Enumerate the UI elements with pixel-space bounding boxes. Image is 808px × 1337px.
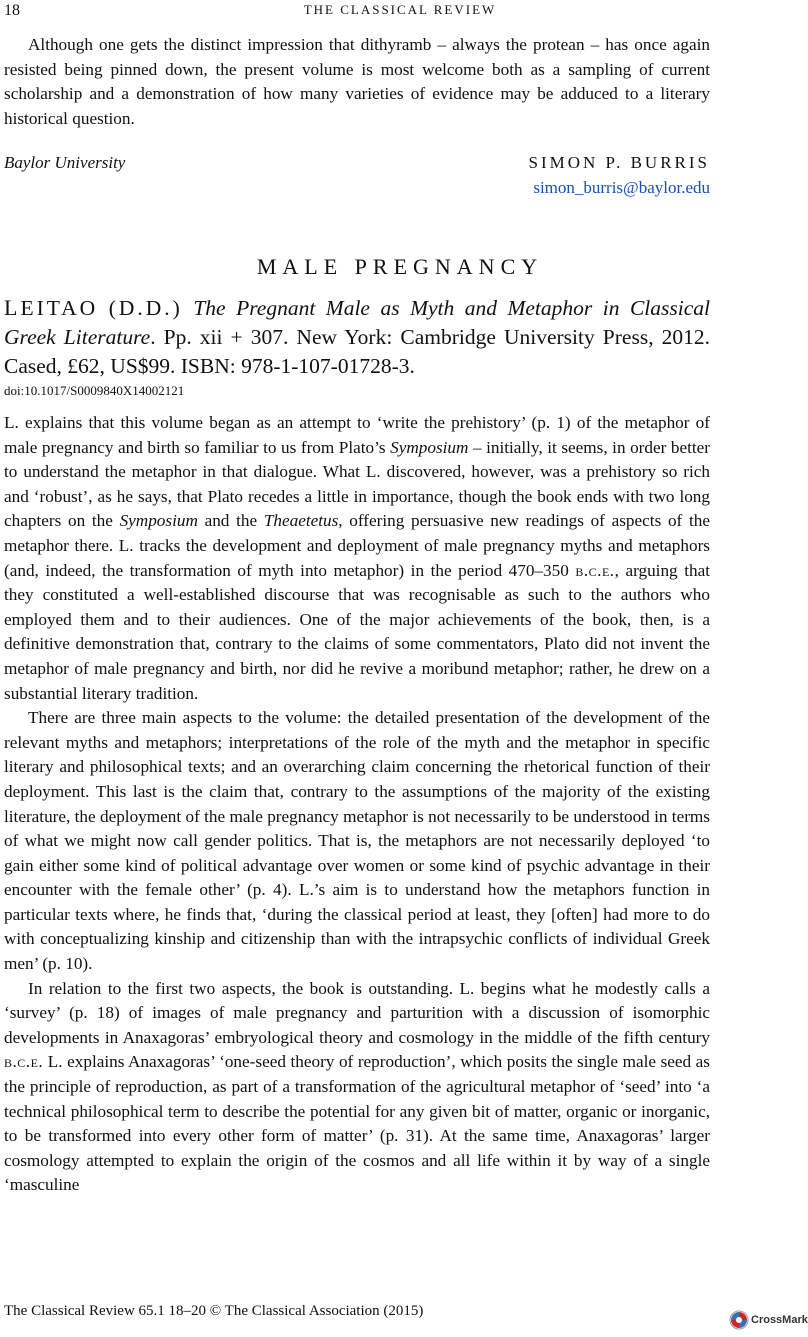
paragraph-2: There are three main aspects to the volume: the detailed presentation of the development of the relevant myths and metaphors; interpretations of the role of the myth and the metaphor in specific literary and philosophical texts; and an overarching claim concerning the rhetorical function of their deployment. This last is the claim that, contrary to the assumptions of the majority of the existing literature, the deployment of the male pregnancy metaphor is not necessarily to be understood in terms of what we might now call gender politics. That is, the metaphors are not necessarily deployed ‘to gain either some kind of political advantage over women or some kind of psychic advantage in their encounter with the female other’ (p. 4). L.’s aim is to understand how the metaphors function in particular texts where, he finds that, ‘during the classical period at least, they [often] had more to do with conceptualizing kinship and citizenship than with the intrapsychic conflicts of individual Greek men’ (p. 10). xyxy=(4,708,710,974)
doi[interactable]: doi:10.1017/S0009840X14002121 xyxy=(4,383,185,398)
paragraph-1: L. explains that this volume began as an attempt to ‘write the prehistory’ (p. 1) of the metaphor of male pregnancy and birth so familiar to us from Plato’s Symposium – initially, it seems, in order better to understand the metaphor in that dialogue. What L. discovered, however, was a prehistory so rich and ‘robust’, as he says, that Plato recedes a little in importance, though the book ends with two long chapters on the Symposium and the Theaetetus, offering persuasive new readings of aspects of the metaphor there. L. tracks the development and deployment of male pregnancy myths and metaphors (and, indeed, the transformation of myth into metaphor) in the period 470–350 b.c.e., arguing that they constituted a well-established discourse that was recognisable as such to the authors who employed them and to their audiences. One of the major achievements of the book, then, is a definitive demonstration that, contrary to the claims of some commentators, Plato did not invent the metaphor of male pregnancy and birth, nor did he revive a moribund metaphor; rather, he drew on a substantial literary tradition. xyxy=(4,413,710,703)
page-number: 18 xyxy=(4,2,20,19)
closing-paragraph: Although one gets the distinct impression that dithyramb – always the protean – has once again resisted being pinned down, the present volume is most welcome both as a sampling of current scholarship and a demonstration of how many varieties of evidence may be adduced to a literary historical question. xyxy=(4,35,710,128)
bib-author-initial: L xyxy=(4,295,21,320)
bib-author-surname: EITAO xyxy=(20,296,99,320)
reviewer-affiliation: Baylor University xyxy=(4,153,126,172)
bib-book-title: The Pregnant Male as Myth and Metaphor in Classical Greek Literature xyxy=(4,296,711,349)
review-body xyxy=(4,411,710,1198)
paragraph-3: In relation to the first two aspects, the book is outstanding. L. begins what he modestly calls a ‘survey’ (p. 18) of images of male pregnancy and parturition with a discussion of isomorphic developments in Anaxagoras’ embryological theory and cosmology in the middle of the fifth century b.c.e. L. explains Anaxagoras’ ‘one-seed theory of reproduction’, which posits the single male seed as the principle of reproduction, as part of a transformation of the agricultural metaphor of ‘seed’ into ‘a technical philosophical term to describe the potential for any given bit of matter, organic or inorganic, to be transformed into every other form of matter’ (p. 31). At the same time, Anaxagoras’ larger cosmology attempted to explain the origin of the cosmos and all life within it by way of a single ‘masculine xyxy=(4,978,710,1195)
bib-author-initials: (D.D.) xyxy=(108,296,183,320)
crossmark-icon xyxy=(729,1310,749,1330)
bibliographic-entry xyxy=(4,293,710,381)
reviewer-name: SIMON P. BURRIS xyxy=(528,153,710,172)
bib-publication-details: . Pp. xii + 307. New York: Cambridge University Press, 2012. Cased, £62, US$99. ISBN: 978-1-107-01728-3. xyxy=(4,325,711,378)
crossmark-badge[interactable] xyxy=(729,1310,808,1330)
footer-citation: The Classical Review 65.1 18–20 © The Classical Association (2015) xyxy=(4,1303,424,1319)
running-head: THE CLASSICAL REVIEW xyxy=(303,2,497,17)
reviewer-signature xyxy=(4,150,710,197)
previous-review-conclusion xyxy=(4,33,710,131)
review-heading: MALE PREGNANCY xyxy=(256,254,544,279)
reviewer-email-link[interactable]: simon_burris@baylor.edu xyxy=(533,178,710,197)
crossmark-label: CrossMark xyxy=(751,1314,808,1326)
